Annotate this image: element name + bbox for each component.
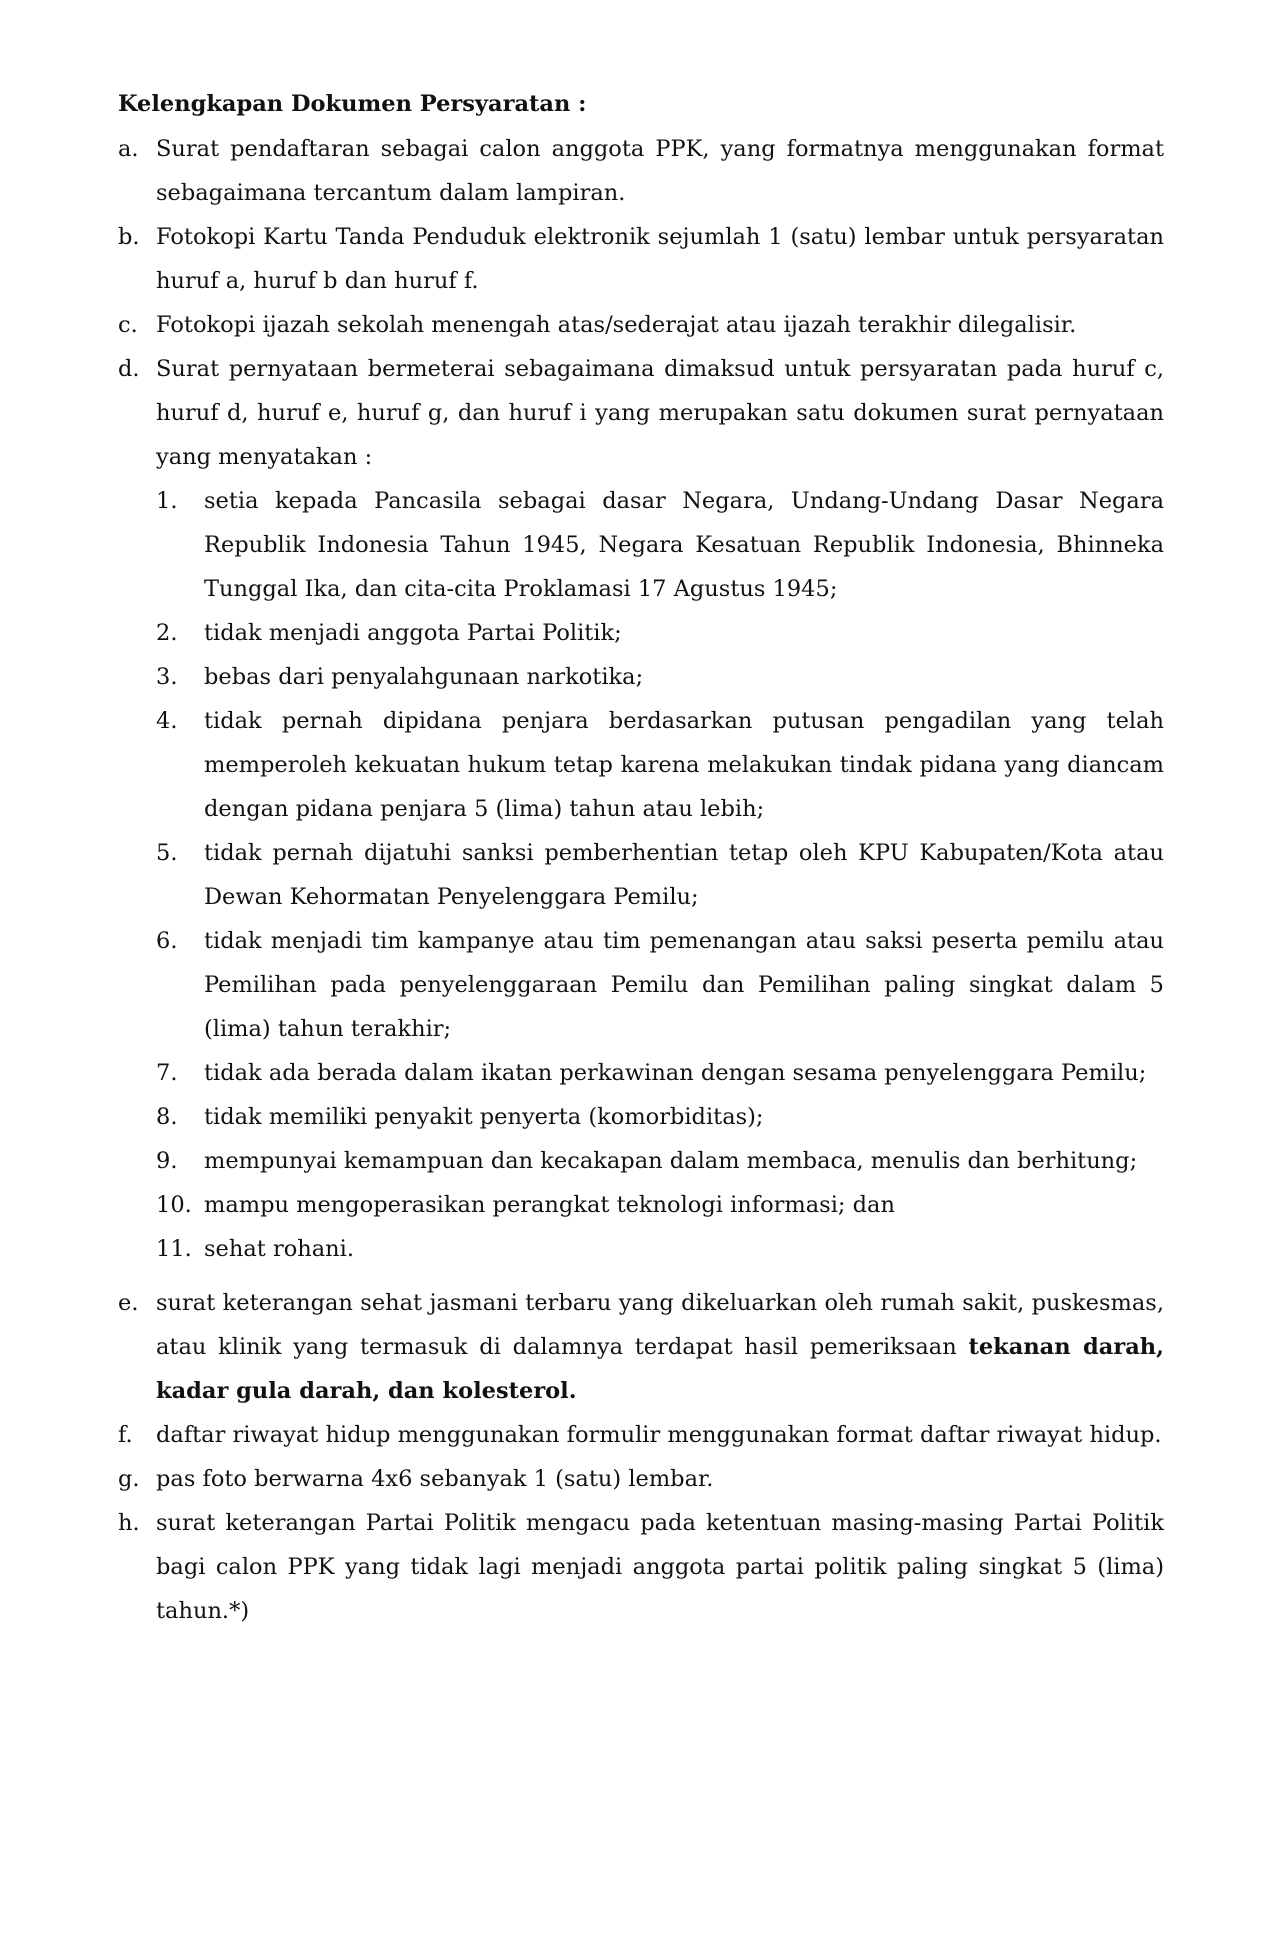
sub-text: tidak menjadi anggota Partai Politik; — [204, 620, 622, 646]
list-item-b — [118, 215, 1164, 303]
item-text: Surat pernyataan bermeterai sebagaimana dimaksud untuk persyaratan pada huruf c, huruf d, huruf e, huruf g, dan huruf i yang merupakan satu dokumen surat pernyataan yang menyatakan : — [156, 356, 1164, 470]
list-item-f — [118, 1413, 1164, 1457]
sub-item-1 — [156, 479, 1164, 611]
item-text: surat keterangan sehat jasmani terbaru yang dikeluarkan oleh rumah sakit, puskesmas, atau klinik yang termasuk di dalamnya terdapat hasil pemeriksaan — [156, 1290, 1164, 1360]
item-content — [156, 347, 1164, 1271]
sub-text: tidak memiliki penyakit penyerta (komorbiditas); — [204, 1104, 764, 1130]
item-marker: g. — [118, 1466, 140, 1492]
sub-marker: 10. — [156, 1192, 192, 1218]
list-item-a — [118, 127, 1164, 215]
sub-item-6 — [156, 919, 1164, 1051]
list-item-h — [118, 1501, 1164, 1633]
sub-text: tidak pernah dipidana penjara berdasarkan putusan pengadilan yang telah memperoleh kekuatan hukum tetap karena melakukan tindak pidana yang diancam dengan pidana penjara 5 (lima) tahun atau lebih; — [204, 708, 1164, 822]
item-text: Fotokopi ijazah sekolah menengah atas/sederajat atau ijazah terakhir dilegalisir. — [156, 312, 1077, 338]
sub-marker: 5. — [156, 840, 178, 866]
sub-marker: 3. — [156, 664, 178, 690]
sub-marker: 11. — [156, 1236, 192, 1262]
sub-marker: 2. — [156, 620, 178, 646]
sub-text: mampu mengoperasikan perangkat teknologi informasi; dan — [204, 1192, 895, 1218]
sub-marker: 1. — [156, 488, 178, 514]
sub-item-3 — [156, 655, 1164, 699]
sub-text: setia kepada Pancasila sebagai dasar Negara, Undang-Undang Dasar Negara Republik Indonesia Tahun 1945, Negara Kesatuan Republik Indonesia, Bhinneka Tunggal Ika, dan cita-cita Proklamasi 17 Agustus 1945; — [204, 488, 1164, 602]
item-marker: h. — [118, 1510, 140, 1536]
sub-text: bebas dari penyalahgunaan narkotika; — [204, 664, 644, 690]
sub-marker: 8. — [156, 1104, 178, 1130]
item-text: pas foto berwarna 4x6 sebanyak 1 (satu) lembar. — [156, 1466, 714, 1492]
item-marker: d. — [118, 356, 140, 382]
sub-text: mempunyai kemampuan dan kecakapan dalam membaca, menulis dan berhitung; — [204, 1148, 1138, 1174]
item-bold-text: tekanan darah, kadar gula darah, dan kolesterol. — [156, 1334, 1164, 1404]
sub-text: tidak ada berada dalam ikatan perkawinan dengan sesama penyelenggara Pemilu; — [204, 1060, 1147, 1086]
sub-marker: 6. — [156, 928, 178, 954]
sub-text: tidak pernah dijatuhi sanksi pemberhentian tetap oleh KPU Kabupaten/Kota atau Dewan Kehormatan Penyelenggara Pemilu; — [204, 840, 1164, 910]
item-text: Surat pendaftaran sebagai calon anggota PPK, yang formatnya menggunakan format sebagaimana tercantum dalam lampiran. — [156, 136, 1164, 206]
sub-text: tidak menjadi tim kampanye atau tim pemenangan atau saksi peserta pemilu atau Pemilihan pada penyelenggaraan Pemilu dan Pemilihan paling singkat dalam 5 (lima) tahun terakhir; — [204, 928, 1164, 1042]
item-marker: b. — [118, 224, 140, 250]
sub-item-11 — [156, 1227, 1164, 1271]
list-item-c — [118, 303, 1164, 347]
sub-item-8 — [156, 1095, 1164, 1139]
sub-item-7 — [156, 1051, 1164, 1095]
item-text: daftar riwayat hidup menggunakan formulir menggunakan format daftar riwayat hidup. — [156, 1422, 1162, 1448]
item-marker: a. — [118, 136, 139, 162]
sub-text: sehat rohani. — [204, 1236, 355, 1262]
item-text: surat keterangan Partai Politik mengacu pada ketentuan masing-masing Partai Politik bagi calon PPK yang tidak lagi menjadi anggota partai politik paling singkat 5 (lima) tahun.*) — [156, 1510, 1164, 1624]
document-heading: Kelengkapan Dokumen Persyaratan : — [118, 91, 587, 117]
sub-marker: 7. — [156, 1060, 178, 1086]
list-item-e — [118, 1281, 1164, 1413]
sub-item-9 — [156, 1139, 1164, 1183]
list-item-g — [118, 1457, 1164, 1501]
document-page — [118, 82, 1164, 1633]
sub-item-2 — [156, 611, 1164, 655]
spacer — [118, 1271, 1164, 1281]
sub-marker: 4. — [156, 708, 178, 734]
item-marker: e. — [118, 1290, 139, 1316]
item-marker: f. — [118, 1422, 133, 1448]
item-content — [156, 1281, 1164, 1413]
sub-marker: 9. — [156, 1148, 178, 1174]
sub-item-4 — [156, 699, 1164, 831]
sub-item-10 — [156, 1183, 1164, 1227]
item-marker: c. — [118, 312, 138, 338]
item-text: Fotokopi Kartu Tanda Penduduk elektronik sejumlah 1 (satu) lembar untuk persyaratan huruf a, huruf b dan huruf f. — [156, 224, 1164, 294]
list-item-d — [118, 347, 1164, 1271]
sub-item-5 — [156, 831, 1164, 919]
